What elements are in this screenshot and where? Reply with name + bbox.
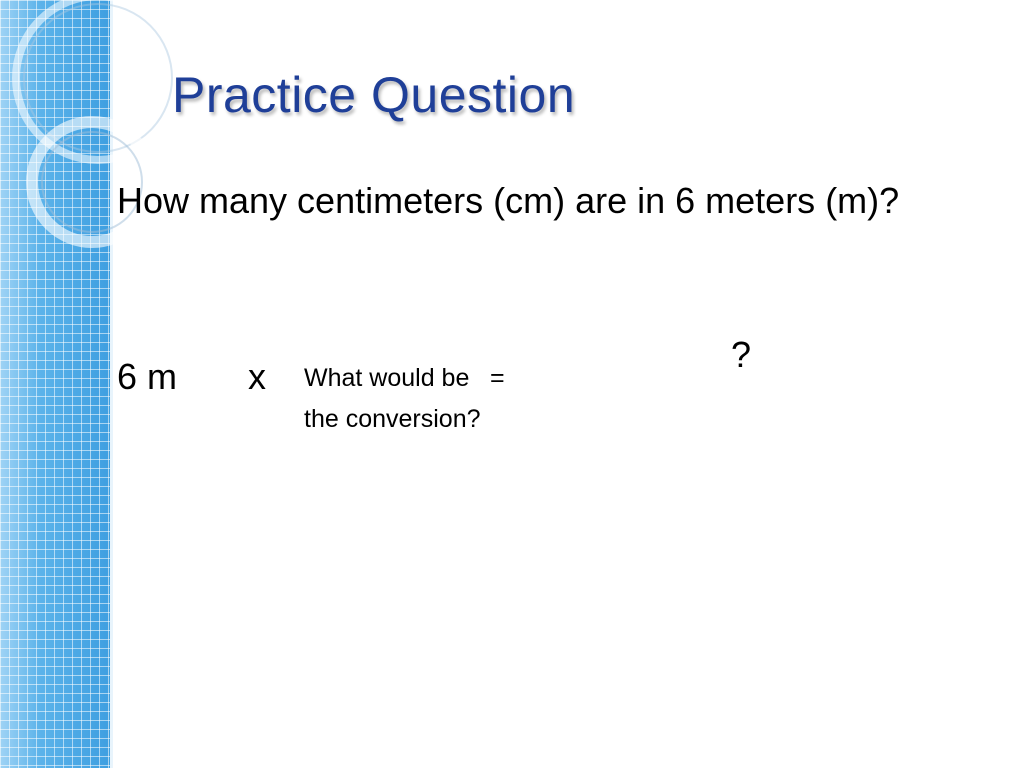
equation-operator: x bbox=[248, 356, 266, 397]
conversion-prompt: What would be the conversion? bbox=[304, 364, 481, 433]
question-text: How many centimeters (cm) are in 6 meters (m)? bbox=[117, 180, 900, 221]
slide-title: Practice Question bbox=[172, 67, 576, 123]
equation-equals: = bbox=[490, 364, 505, 392]
equation-value: 6 m bbox=[117, 356, 178, 397]
equation-result: ? bbox=[731, 334, 752, 375]
